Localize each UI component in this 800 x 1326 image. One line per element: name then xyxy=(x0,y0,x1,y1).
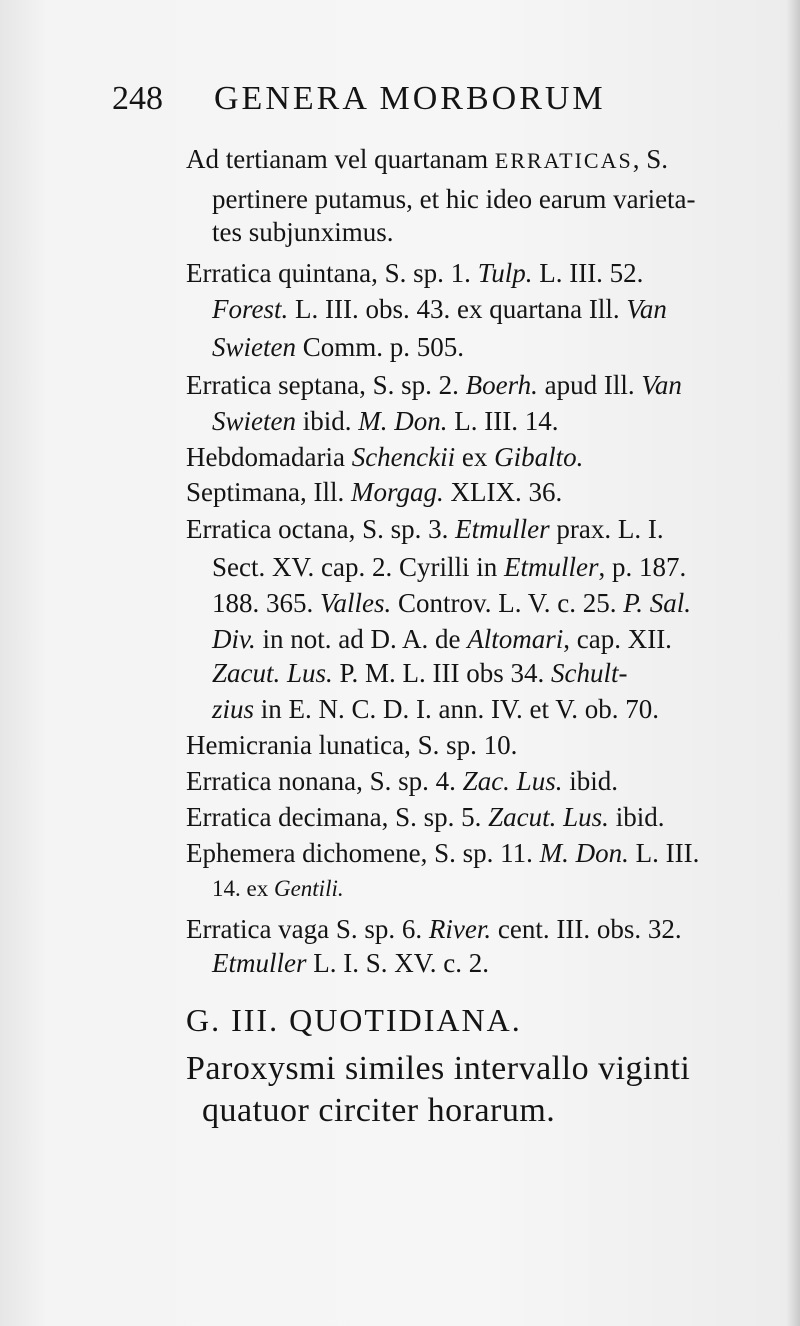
entry-line xyxy=(186,912,682,946)
text-run-italic: Gentili. xyxy=(273,876,344,901)
entry-line xyxy=(186,256,643,290)
text-run: L. III. 52. xyxy=(532,258,644,288)
entry-line xyxy=(186,836,699,870)
text-run-italic: Etmuller xyxy=(503,552,599,582)
text-run-italic: River. xyxy=(428,914,492,944)
text-run-italic: M. Don. xyxy=(358,406,448,436)
text-run-italic: Div. xyxy=(212,624,256,654)
text-run-italic: Zac. Lus. xyxy=(462,766,563,796)
text-run: 188. 365. xyxy=(212,588,320,618)
text-run-italic: Tulp. xyxy=(477,258,533,288)
text-run: ex xyxy=(455,442,495,472)
text-run: P. M. L. III obs 34. xyxy=(332,658,552,688)
text-run: ibid. xyxy=(608,802,665,832)
text-run-italic: Swieten xyxy=(212,332,296,362)
text-run-italic: Van xyxy=(641,370,682,400)
entry-line xyxy=(212,872,344,906)
definition-line: quatuor circiter horarum. xyxy=(202,1092,556,1129)
text-run: in E. N. C. D. I. ann. IV. et V. ob. 70. xyxy=(254,694,660,724)
text-run: Ephemera dichomene, S. sp. 11. xyxy=(186,838,540,868)
text-run-italic: Gibalto. xyxy=(494,442,584,472)
text-run-italic: Boerh. xyxy=(465,370,538,400)
text-run: L. III. xyxy=(628,838,700,868)
text-run: Controv. L. V. c. 25. xyxy=(391,588,624,618)
text-run: , S. xyxy=(632,144,668,174)
text-run-italic: Schult- xyxy=(551,658,628,688)
entry-line xyxy=(212,622,672,656)
running-header xyxy=(112,74,732,120)
text-run: ibid. xyxy=(562,766,618,796)
intro-line: pertinere putamus, et hic ideo earum varieta- xyxy=(212,184,696,214)
text-run: , cap. XII. xyxy=(563,624,672,654)
page-number: 248 xyxy=(112,80,163,117)
text-run: Erratica vaga S. sp. 6. xyxy=(186,914,429,944)
text-run: Ad tertianam vel quartanam xyxy=(186,144,495,174)
entry-line xyxy=(212,404,558,438)
text-run-italic: Swieten xyxy=(212,406,296,436)
text-run-italic: Van xyxy=(626,294,667,324)
entry-line xyxy=(212,692,659,726)
text-run-italic: Schenckii xyxy=(351,442,456,472)
text-run-italic: Morgag. xyxy=(350,477,444,507)
text-run: Erratica nonana, S. sp. 4. xyxy=(186,766,463,796)
text-run: Erratica quintana, S. sp. 1. xyxy=(186,258,478,288)
text-run-smallcaps: ERRATICAS xyxy=(494,148,633,173)
text-run: ibid. xyxy=(295,406,359,436)
text-run-italic: Forest. xyxy=(212,294,289,324)
entry-line xyxy=(186,800,664,834)
text-run: prax. L. I. xyxy=(549,514,664,544)
text-run-italic: P. Sal. xyxy=(623,588,692,618)
text-run: Septimana, Ill. xyxy=(186,477,351,507)
text-run-italic: Zacut. Lus. xyxy=(212,658,333,688)
text-run-italic: Zacut. Lus. xyxy=(488,802,609,832)
entry-line xyxy=(212,656,628,690)
text-run: Erratica octana, S. sp. 3. xyxy=(186,514,456,544)
entry-line xyxy=(212,330,464,364)
text-run-italic: Etmuller xyxy=(212,948,307,978)
entry-line xyxy=(212,946,489,980)
entry-line xyxy=(186,512,664,546)
intro-line: tes subjunximus. xyxy=(212,217,394,247)
section-heading: G. III. QUOTIDIANA. xyxy=(186,1002,522,1038)
text-run: Comm. p. 505. xyxy=(295,332,464,362)
text-run-italic: Valles. xyxy=(320,588,392,618)
entry-line xyxy=(186,475,562,509)
entry-line xyxy=(186,440,583,474)
entry-line xyxy=(212,586,691,620)
intro-line xyxy=(186,142,668,178)
text-run: , p. 187. xyxy=(598,552,687,582)
definition-line: Paroxysmi similes intervallo viginti xyxy=(186,1050,691,1087)
text-run: Sect. XV. cap. 2. Cyrilli in xyxy=(212,552,504,582)
entry-line xyxy=(186,764,618,798)
text-run: L. III. obs. 43. ex quartana Ill. xyxy=(288,294,627,324)
text-run-italic: zius xyxy=(212,694,255,724)
text-run: Erratica septana, S. sp. 2. xyxy=(186,370,466,400)
text-run-italic: M. Don. xyxy=(539,838,629,868)
text-run: XLIX. 36. xyxy=(443,477,563,507)
running-title: GENERA MORBORUM xyxy=(214,80,606,117)
text-run: apud Ill. xyxy=(537,370,642,400)
page-edge-shadow xyxy=(786,0,800,1326)
entry-line xyxy=(212,292,667,326)
entry-line xyxy=(186,368,682,402)
text-run: 14. ex xyxy=(212,876,274,901)
entry-line xyxy=(212,550,686,584)
text-run: L. I. S. XV. c. 2. xyxy=(306,948,490,978)
text-run: in not. ad D. A. de xyxy=(255,624,468,654)
entry-line: Hemicrania lunatica, S. sp. 10. xyxy=(186,730,518,760)
text-run: cent. III. obs. 32. xyxy=(491,914,682,944)
text-run: Erratica decimana, S. sp. 5. xyxy=(186,802,489,832)
text-run: L. III. 14. xyxy=(447,406,559,436)
text-run: Hebdomadaria xyxy=(186,442,352,472)
text-run-italic: Etmuller xyxy=(455,514,550,544)
text-run-italic: Altomari xyxy=(467,624,564,654)
